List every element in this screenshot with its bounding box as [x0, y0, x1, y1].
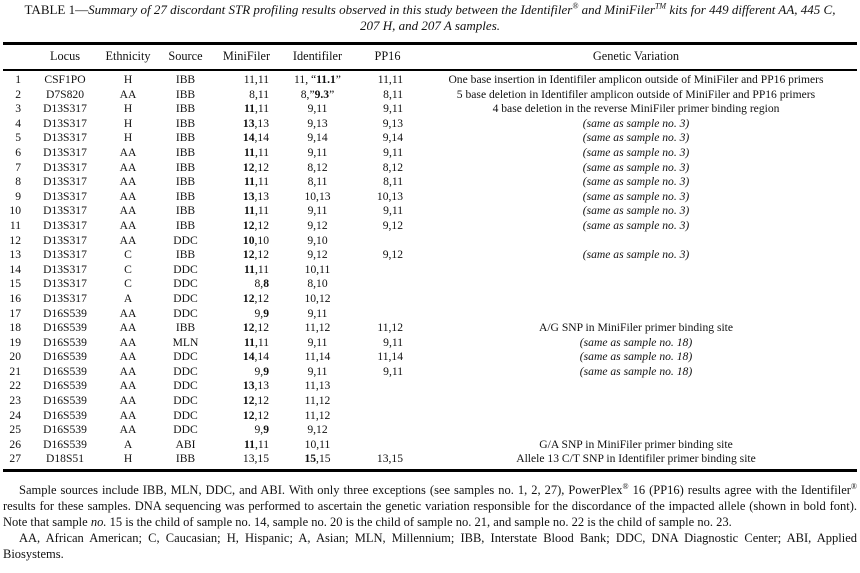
cell-genetic-variation: (same as sample no. 3) — [582, 204, 690, 218]
cell-source: IBB — [175, 175, 196, 189]
cell-identifiler: 9,11 — [307, 364, 328, 378]
cell-locus: D13S317 — [43, 189, 87, 203]
cell-ethnicity: AA — [119, 145, 137, 159]
cell-ethnicity: AA — [119, 423, 137, 437]
footnote-1-text-b: 16 (PP16) results agree with the Identifiler — [628, 483, 851, 498]
cell-ethnicity: AA — [119, 233, 137, 247]
cell-ethnicity: C — [124, 262, 132, 276]
cell-sample-number: 16 — [9, 291, 21, 305]
table-row — [3, 409, 857, 424]
cell-source: IBB — [175, 131, 196, 145]
cell-minifiler: 12,12 — [242, 248, 269, 262]
cell-genetic-variation: (same as sample no. 3) — [582, 160, 690, 174]
cell-ethnicity: AA — [119, 189, 137, 203]
table-row — [3, 350, 857, 365]
cell-pp16 — [360, 263, 415, 278]
cell-minifiler: 8,8 — [254, 277, 269, 291]
cell-identifiler: 10,12 — [304, 291, 331, 305]
cell-source: IBB — [175, 160, 196, 174]
table-row — [3, 161, 857, 176]
cell-ethnicity: AA — [119, 204, 137, 218]
footnote-1-text-a: Sample sources include IBB, MLN, DDC, and ABI. With only three exceptions (see samples no. 1, 2, 27), PowerPlex — [19, 483, 623, 498]
cell-genetic-variation — [415, 409, 857, 424]
cell-pp16 — [360, 438, 415, 453]
cell-identifiler: 9,13 — [307, 116, 328, 130]
cell-locus: D16S539 — [43, 423, 87, 437]
cell-minifiler: 13,13 — [242, 116, 269, 130]
cell-source: IBB — [175, 189, 196, 203]
header-row — [3, 44, 857, 71]
cell-locus: D13S317 — [43, 175, 87, 189]
cell-minifiler: 12,12 — [242, 321, 269, 335]
cell-ethnicity: H — [123, 73, 133, 86]
cell-pp16: 9,14 — [382, 131, 403, 145]
cell-ethnicity: AA — [119, 350, 137, 364]
cell-sample-number: 13 — [9, 248, 21, 262]
cell-ethnicity: H — [123, 116, 133, 130]
cell-ethnicity: AA — [119, 160, 137, 174]
cell-pp16: 11,14 — [377, 350, 403, 364]
cell-identifiler: 10,11 — [304, 437, 331, 451]
cell-genetic-variation: (same as sample no. 3) — [582, 145, 690, 159]
cell-sample-number: 7 — [15, 160, 21, 174]
cell-ethnicity: H — [123, 102, 133, 116]
cell-minifiler: 9,9 — [254, 423, 269, 437]
cell-ethnicity: C — [124, 277, 132, 291]
cell-sample-number: 6 — [15, 145, 21, 159]
table-row — [3, 219, 857, 234]
caption-line-1 — [3, 2, 857, 18]
table-row — [3, 423, 857, 438]
cell-source: DDC — [173, 291, 198, 305]
cell-sample-number: 1 — [15, 73, 21, 86]
cell-identifiler: 8,10 — [307, 277, 328, 291]
cell-genetic-variation: (same as sample no. 3) — [582, 218, 690, 232]
table-row — [3, 379, 857, 394]
header-minifiler: MiniFiler — [218, 44, 275, 71]
cell-locus: D13S317 — [43, 262, 87, 276]
cell-pp16 — [360, 234, 415, 249]
cell-sample-number: 22 — [9, 379, 21, 393]
cell-sample-number: 2 — [15, 87, 21, 101]
table-row — [3, 117, 857, 132]
cell-genetic-variation: (same as sample no. 18) — [579, 364, 693, 378]
cell-locus: D16S539 — [43, 350, 87, 364]
cell-sample-number: 26 — [9, 437, 21, 451]
cell-identifiler: 11,12 — [304, 321, 331, 335]
header-genetic-variation: Genetic Variation — [415, 44, 857, 71]
cell-minifiler: 12,12 — [242, 218, 269, 232]
cell-genetic-variation: (same as sample no. 3) — [582, 189, 690, 203]
cell-ethnicity: AA — [119, 218, 137, 232]
cell-identifiler: 10,13 — [304, 189, 331, 203]
cell-identifiler: 9,12 — [307, 218, 328, 232]
cell-genetic-variation: (same as sample no. 3) — [582, 248, 690, 262]
cell-minifiler: 10,10 — [242, 233, 269, 247]
discordant-results-table — [3, 42, 857, 472]
cell-locus: D13S317 — [43, 248, 87, 262]
cell-locus: CSF1PO — [44, 73, 86, 86]
cell-source: IBB — [175, 116, 196, 130]
table-row — [3, 102, 857, 117]
cell-minifiler: 12,12 — [242, 408, 269, 422]
cell-source: DDC — [173, 408, 198, 422]
cell-sample-number: 15 — [9, 277, 21, 291]
header-source: Source — [153, 44, 218, 71]
cell-ethnicity: A — [123, 437, 133, 451]
cell-minifiler: 11,11 — [243, 335, 269, 349]
table-row — [3, 365, 857, 380]
registered-mark: ® — [850, 481, 857, 491]
table-footnotes — [3, 482, 857, 562]
caption-text-1: Summary of 27 discordant STR profiling results observed in this study between the Identifiler — [88, 2, 573, 17]
cell-locus: D16S539 — [43, 321, 87, 335]
cell-locus: D13S317 — [43, 291, 87, 305]
cell-minifiler: 13,13 — [242, 379, 269, 393]
cell-locus: D13S317 — [43, 116, 87, 130]
table-row — [3, 263, 857, 278]
cell-pp16: 9,11 — [383, 102, 403, 116]
cell-sample-number: 9 — [15, 189, 21, 203]
cell-source: DDC — [173, 423, 198, 437]
cell-sample-number: 17 — [9, 306, 21, 320]
cell-source: DDC — [173, 262, 198, 276]
cell-minifiler: 14,14 — [242, 131, 269, 145]
cell-sample-number: 12 — [9, 233, 21, 247]
cell-genetic-variation: (same as sample no. 18) — [579, 335, 693, 349]
caption-dash: — — [75, 2, 89, 17]
cell-source: DDC — [173, 379, 198, 393]
cell-locus: D13S317 — [43, 102, 87, 116]
cell-pp16: 13,15 — [376, 452, 403, 466]
cell-sample-number: 10 — [9, 204, 21, 218]
cell-pp16 — [360, 307, 415, 322]
footnote-abbreviations: AA, African American; C, Caucasian; H, Hispanic; A, Asian; MLN, Millennium; IBB, Interstate Blood Bank; DDC, DNA Diagnostic Center; ABI, Applied Biosystems. — [3, 531, 857, 562]
cell-genetic-variation: (same as sample no. 18) — [579, 350, 693, 364]
cell-pp16: 11,11 — [377, 73, 403, 86]
cell-minifiler: 12,12 — [242, 291, 269, 305]
cell-genetic-variation: A/G SNP in MiniFiler primer binding site — [538, 321, 734, 335]
cell-genetic-variation: 4 base deletion in the reverse MiniFiler primer binding region — [492, 102, 780, 116]
cell-locus: D13S317 — [43, 160, 87, 174]
cell-sample-number: 18 — [9, 321, 21, 335]
cell-locus: D16S539 — [43, 306, 87, 320]
cell-minifiler: 11,11 — [243, 175, 269, 189]
cell-identifiler: 9,11 — [307, 145, 328, 159]
cell-locus: D13S317 — [43, 218, 87, 232]
cell-genetic-variation — [415, 394, 857, 409]
cell-identifiler: 8,12 — [307, 160, 328, 174]
cell-minifiler: 12,12 — [242, 160, 269, 174]
cell-sample-number: 21 — [9, 364, 21, 378]
footnote-1-text-c: results for these samples. DNA sequencing was performed to ascertain the genetic variation responsible for the discordance of the impacted allele (shown in bold font). Note that sample — [3, 499, 857, 530]
table-caption — [3, 2, 857, 34]
header-locus: Locus — [27, 44, 103, 71]
cell-source: IBB — [175, 321, 196, 335]
cell-ethnicity: A — [123, 291, 133, 305]
cell-sample-number: 25 — [9, 423, 21, 437]
caption-line-2: 207 H, and 207 A samples. — [360, 18, 500, 33]
cell-genetic-variation: (same as sample no. 3) — [582, 116, 690, 130]
cell-pp16 — [360, 292, 415, 307]
cell-identifiler: 9,14 — [307, 131, 328, 145]
cell-minifiler: 9,9 — [254, 364, 269, 378]
cell-locus: D13S317 — [43, 131, 87, 145]
cell-identifiler: 11,12 — [304, 394, 331, 408]
cell-pp16: 8,11 — [383, 87, 403, 101]
cell-pp16: 9,11 — [383, 204, 403, 218]
cell-source: DDC — [173, 233, 198, 247]
header-ethnicity: Ethnicity — [103, 44, 153, 71]
cell-genetic-variation: Allele 13 C/T SNP in Identifiler primer binding site — [516, 452, 756, 466]
cell-minifiler: 12,12 — [242, 394, 269, 408]
cell-genetic-variation — [415, 292, 857, 307]
cell-identifiler: 9,10 — [307, 233, 328, 247]
cell-sample-number: 5 — [15, 131, 21, 145]
cell-identifiler: 9,11 — [307, 306, 328, 320]
footnote-1-italic-no: no. — [90, 515, 107, 530]
cell-pp16: 9,11 — [383, 145, 403, 159]
cell-pp16: 8,12 — [382, 160, 403, 174]
cell-ethnicity: H — [123, 452, 133, 466]
cell-ethnicity: AA — [119, 321, 137, 335]
cell-source: IBB — [175, 452, 196, 466]
cell-pp16: 8,11 — [383, 175, 403, 189]
cell-locus: D16S539 — [43, 379, 87, 393]
cell-genetic-variation — [415, 277, 857, 292]
cell-sample-number: 3 — [15, 102, 21, 116]
cell-genetic-variation: One base insertion in Identifiler amplicon outside of MiniFiler and PP16 primers — [448, 73, 824, 86]
cell-source: MLN — [172, 335, 199, 349]
trademark-mark: TM — [654, 1, 667, 11]
cell-pp16: 9,13 — [382, 116, 403, 130]
table-row — [3, 88, 857, 103]
cell-genetic-variation — [415, 234, 857, 249]
caption-text-3: kits for 449 different AA, 445 C, — [666, 2, 836, 17]
cell-sample-number: 24 — [9, 408, 21, 422]
cell-pp16 — [360, 423, 415, 438]
cell-ethnicity: AA — [119, 394, 137, 408]
cell-minifiler: 11,11 — [243, 262, 269, 276]
table-row — [3, 292, 857, 307]
cell-genetic-variation — [415, 307, 857, 322]
cell-ethnicity: AA — [119, 87, 137, 101]
cell-locus: D13S317 — [43, 277, 87, 291]
registered-mark: ® — [572, 1, 579, 11]
cell-ethnicity: AA — [119, 175, 137, 189]
cell-pp16: 10,13 — [376, 189, 403, 203]
table-row — [3, 248, 857, 263]
table-row — [3, 204, 857, 219]
footnote-1-text-d: 15 is the child of sample no. 14, sample no. 20 is the child of sample no. 21, and sample no. 22 is the child of sample no. 23. — [106, 515, 732, 530]
cell-identifiler: 11,14 — [304, 350, 331, 364]
cell-sample-number: 27 — [9, 452, 21, 466]
cell-sample-number: 11 — [9, 218, 21, 232]
header-sample-number — [3, 44, 27, 71]
cell-ethnicity: H — [123, 131, 133, 145]
cell-pp16 — [360, 394, 415, 409]
cell-source: DDC — [173, 394, 198, 408]
table-row — [3, 175, 857, 190]
table-row — [3, 321, 857, 336]
cell-genetic-variation — [415, 423, 857, 438]
cell-source: IBB — [175, 204, 196, 218]
cell-minifiler: 11,11 — [243, 145, 269, 159]
cell-minifiler: 11,11 — [243, 102, 269, 116]
table-row — [3, 336, 857, 351]
cell-locus: D13S317 — [43, 145, 87, 159]
cell-minifiler: 11,11 — [243, 437, 269, 451]
cell-pp16: 9,12 — [382, 248, 403, 262]
cell-locus: D16S539 — [43, 335, 87, 349]
cell-genetic-variation: G/A SNP in MiniFiler primer binding site — [539, 437, 733, 451]
cell-genetic-variation: (same as sample no. 3) — [582, 131, 690, 145]
cell-sample-number: 14 — [9, 262, 21, 276]
cell-ethnicity: AA — [119, 364, 137, 378]
cell-minifiler: 14,14 — [242, 350, 269, 364]
cell-sample-number: 20 — [9, 350, 21, 364]
cell-locus: D18S51 — [45, 452, 84, 466]
cell-pp16 — [360, 379, 415, 394]
cell-pp16: 9,11 — [383, 335, 403, 349]
footnote-sources — [3, 482, 857, 530]
table-row — [3, 234, 857, 249]
cell-minifiler: 13,13 — [242, 189, 269, 203]
cell-identifiler: 8,11 — [307, 175, 328, 189]
table-row — [3, 438, 857, 453]
cell-minifiler: 11,11 — [243, 204, 269, 218]
cell-identifiler: 9,11 — [307, 335, 328, 349]
cell-minifiler: 11,11 — [243, 73, 269, 86]
table-header — [3, 44, 857, 71]
table-row — [3, 190, 857, 205]
cell-genetic-variation: 5 base deletion in Identifiler amplicon outside of MiniFiler and PP16 primers — [456, 87, 816, 101]
cell-source: ABI — [175, 437, 196, 451]
cell-source: DDC — [173, 306, 198, 320]
header-identifiler: Identifiler — [275, 44, 360, 71]
table-row — [3, 70, 857, 88]
cell-identifiler: 11,12 — [304, 408, 331, 422]
cell-sample-number: 4 — [15, 116, 21, 130]
cell-ethnicity: C — [124, 248, 132, 262]
cell-source: IBB — [175, 73, 196, 86]
cell-source: IBB — [175, 248, 196, 262]
cell-locus: D16S539 — [43, 437, 87, 451]
cell-locus: D16S539 — [43, 408, 87, 422]
cell-source: IBB — [175, 218, 196, 232]
cell-source: DDC — [173, 364, 198, 378]
caption-text-2: and MiniFiler — [578, 2, 655, 17]
cell-ethnicity: AA — [119, 306, 137, 320]
cell-source: DDC — [173, 277, 198, 291]
cell-locus: D13S317 — [43, 204, 87, 218]
cell-locus: D16S539 — [43, 364, 87, 378]
cell-ethnicity: AA — [119, 379, 137, 393]
cell-minifiler: 8,11 — [249, 87, 269, 101]
table-row — [3, 394, 857, 409]
table-row — [3, 146, 857, 161]
cell-locus: D13S317 — [43, 233, 87, 247]
cell-source: IBB — [175, 87, 196, 101]
cell-source: IBB — [175, 145, 196, 159]
cell-source: DDC — [173, 350, 198, 364]
table-row — [3, 307, 857, 322]
header-pp16: PP16 — [360, 44, 415, 71]
cell-identifiler: 8,”9.3” — [300, 87, 335, 101]
cell-pp16 — [360, 277, 415, 292]
cell-identifiler: 9,12 — [307, 248, 328, 262]
table-label: TABLE 1 — [24, 2, 76, 17]
cell-pp16: 9,11 — [383, 364, 403, 378]
cell-pp16: 11,12 — [377, 321, 403, 335]
registered-mark: ® — [622, 481, 629, 491]
cell-sample-number: 8 — [15, 175, 21, 189]
cell-minifiler: 9,9 — [254, 306, 269, 320]
cell-ethnicity: AA — [119, 335, 137, 349]
cell-identifiler: 9,11 — [307, 102, 328, 116]
cell-identifiler: 15,15 — [304, 452, 331, 466]
cell-sample-number: 19 — [9, 335, 21, 349]
cell-identifiler: 11, “11.1” — [294, 73, 341, 86]
table-row — [3, 452, 857, 470]
cell-minifiler: 13,15 — [242, 452, 269, 466]
cell-locus: D16S539 — [43, 394, 87, 408]
cell-source: IBB — [175, 102, 196, 116]
cell-identifiler: 9,11 — [307, 204, 328, 218]
table-body — [3, 70, 857, 471]
cell-identifiler: 9,12 — [307, 423, 328, 437]
table-row — [3, 131, 857, 146]
cell-identifiler: 10,11 — [304, 262, 331, 276]
cell-locus: D7S820 — [45, 87, 84, 101]
cell-genetic-variation — [415, 263, 857, 278]
cell-identifiler: 11,13 — [304, 379, 331, 393]
cell-sample-number: 23 — [9, 394, 21, 408]
cell-genetic-variation — [415, 379, 857, 394]
cell-pp16: 9,12 — [382, 218, 403, 232]
table-row — [3, 277, 857, 292]
cell-pp16 — [360, 409, 415, 424]
cell-ethnicity: AA — [119, 408, 137, 422]
cell-genetic-variation: (same as sample no. 3) — [582, 175, 690, 189]
